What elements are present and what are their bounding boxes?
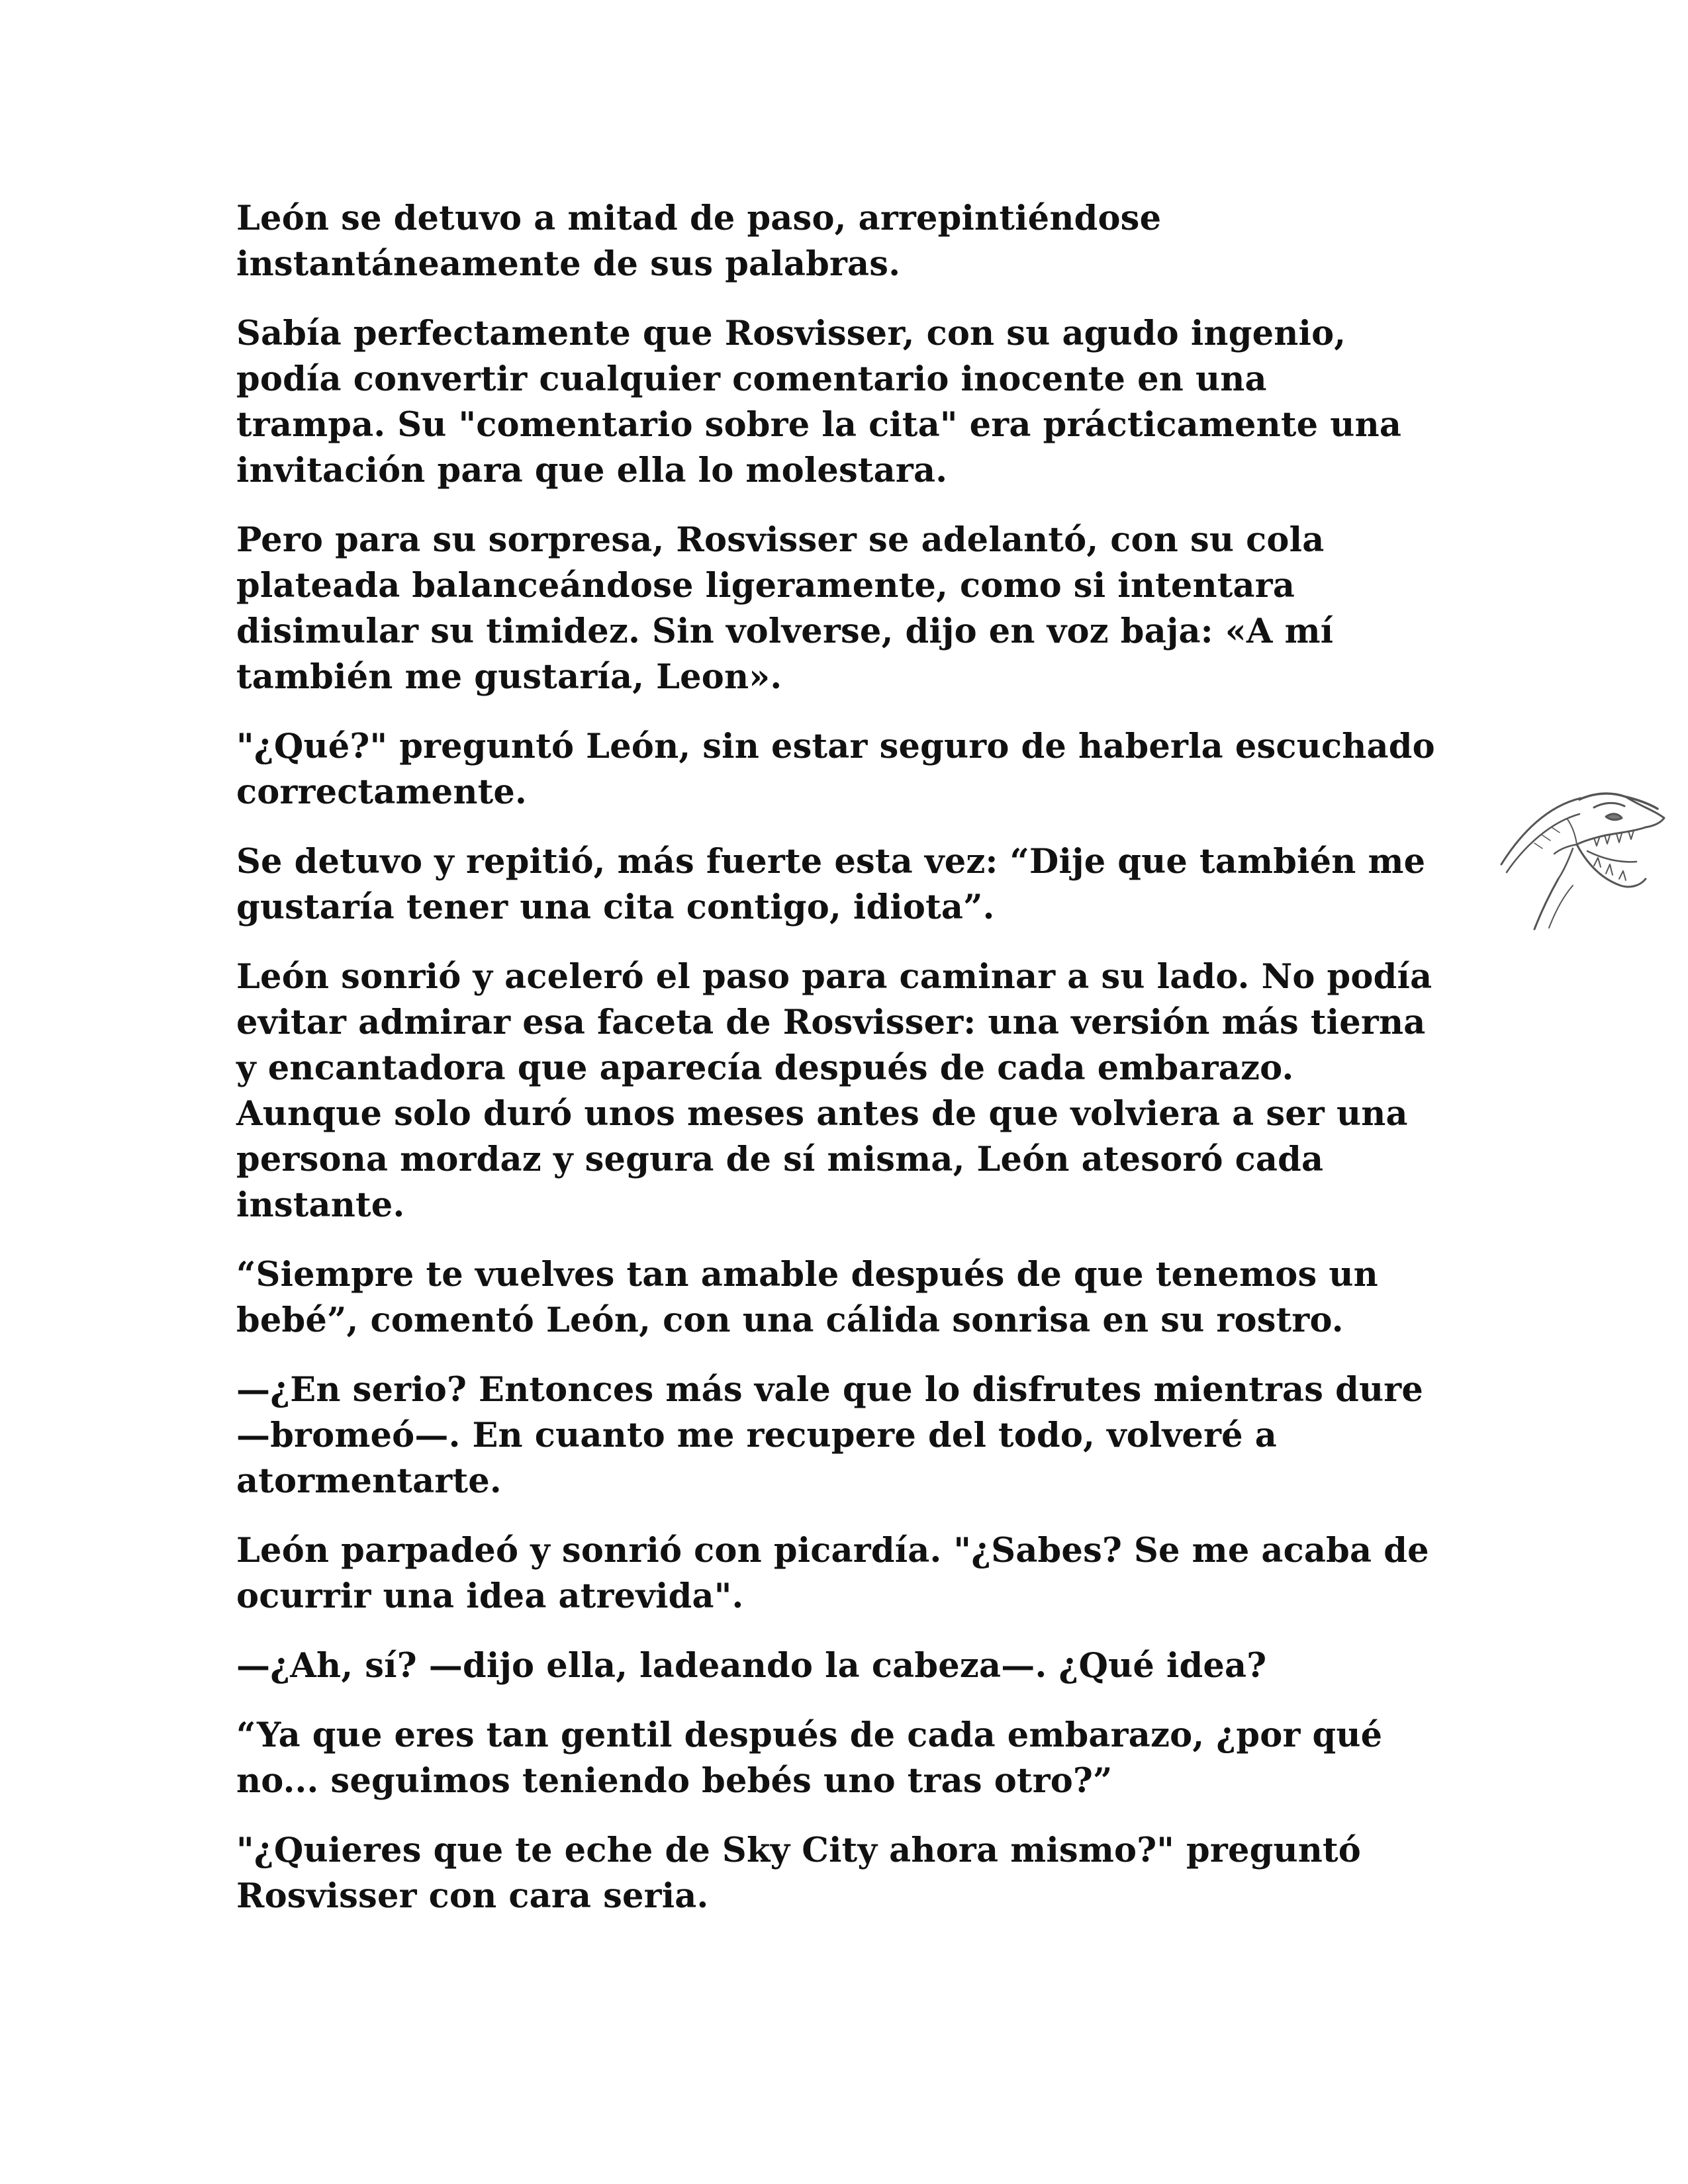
dragon-head-sketch-icon — [1495, 780, 1668, 931]
paragraph: “Ya que eres tan gentil después de cada embarazo, ¿por qué no... seguimos teniendo bebés uno tras otro?” — [236, 1715, 1383, 1801]
paragraph: "¿Qué?" preguntó León, sin estar seguro de haberla escuchado correctamente. — [236, 727, 1435, 812]
paragraph: “Siempre te vuelves tan amable después de que tenemos un bebé”, comentó León, con una cálida sonrisa en su rostro. — [236, 1255, 1378, 1340]
paragraph: Pero para su sorpresa, Rosvisser se adelantó, con su cola plateada balanceándose ligeramente, como si intentara disimular su timidez. Sin volverse, dijo en voz baja: «A mí también me gustaría, Leon». — [236, 520, 1334, 697]
paragraph: León se detuvo a mitad de paso, arrepintiéndose instantáneamente de sus palabras. — [236, 199, 1162, 284]
paragraph: León sonrió y aceleró el paso para caminar a su lado. No podía evitar admirar esa faceta de Rosvisser: una versión más tierna y encantadora que aparecía después de cada embarazo. Aunque solo duró unos meses antes de que volviera a ser una persona mordaz y segura de sí misma, León atesoró cada instante. — [236, 957, 1432, 1225]
paragraph: Sabía perfectamente que Rosvisser, con su agudo ingenio, podía convertir cualquier comentario inocente en una trampa. Su "comentario sobre la cita" era prácticamente una invitación para que ella lo molestara. — [236, 314, 1402, 490]
paragraph: —¿En serio? Entonces más vale que lo disfrutes mientras dure —bromeó—. En cuanto me recupere del todo, volveré a atormentarte. — [236, 1370, 1424, 1501]
story-text — [236, 196, 1468, 1943]
paragraph: Se detuvo y repitió, más fuerte esta vez: “Dije que también me gustaría tener una cita contigo, idiota”. — [236, 842, 1426, 927]
paragraph: "¿Quieres que te eche de Sky City ahora mismo?" preguntó Rosvisser con cara seria. — [236, 1831, 1362, 1916]
paragraph: —¿Ah, sí? —dijo ella, ladeando la cabeza—. ¿Qué idea? — [236, 1646, 1267, 1686]
paragraph: León parpadeó y sonrió con picardía. "¿Sabes? Se me acaba de ocurrir una idea atrevida". — [236, 1531, 1429, 1616]
